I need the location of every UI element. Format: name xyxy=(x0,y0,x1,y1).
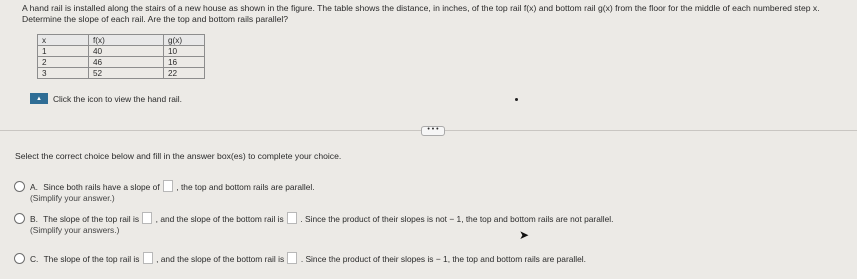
choice-text: The slope of the top rail is xyxy=(43,214,140,224)
table-header: g(x) xyxy=(164,35,205,46)
choice-letter: B. xyxy=(30,214,38,224)
choice-c[interactable] xyxy=(30,252,586,265)
answer-box[interactable] xyxy=(287,252,297,264)
answer-box[interactable] xyxy=(163,180,173,192)
table-header: x xyxy=(38,35,89,46)
expand-button[interactable]: • • • xyxy=(421,126,445,136)
simplify-note: (Simplify your answer.) xyxy=(30,193,115,203)
table-cell: 40 xyxy=(89,46,164,57)
choice-a[interactable] xyxy=(30,180,315,204)
answer-box[interactable] xyxy=(143,252,153,264)
choice-letter: A. xyxy=(30,182,38,192)
table-cell: 16 xyxy=(164,57,205,68)
table-header-row xyxy=(38,35,205,46)
answer-box[interactable] xyxy=(142,212,152,224)
table-row xyxy=(38,68,205,79)
choice-letter: C. xyxy=(30,254,39,264)
choice-text: . Since the product of their slopes is − 1, the top and bottom rails are parallel. xyxy=(300,254,586,264)
instruction-text: Select the correct choice below and fill in the answer box(es) to complete your choice. xyxy=(15,151,342,161)
table-cell: 10 xyxy=(164,46,205,57)
table-cell: 46 xyxy=(89,57,164,68)
table-cell: 1 xyxy=(38,46,89,57)
simplify-note: (Simplify your answers.) xyxy=(30,225,120,235)
table-cell: 22 xyxy=(164,68,205,79)
radio-a[interactable] xyxy=(14,181,25,192)
mouse-cursor-icon: ➤ xyxy=(519,228,530,242)
choice-text: Since both rails have a slope of xyxy=(43,182,160,192)
radio-b[interactable] xyxy=(14,213,25,224)
table-cell: 52 xyxy=(89,68,164,79)
hint-text: Click the icon to view the hand rail. xyxy=(53,93,182,104)
table-row xyxy=(38,46,205,57)
table-row xyxy=(38,57,205,68)
choice-text: . Since the product of their slopes is not − 1, the top and bottom rails are not parallel. xyxy=(300,214,614,224)
table-cell: 3 xyxy=(38,68,89,79)
radio-c[interactable] xyxy=(14,253,25,264)
data-table xyxy=(37,34,205,79)
choice-text: The slope of the top rail is xyxy=(43,254,140,264)
problem-statement: A hand rail is installed along the stairs of a new house as shown in the figure. The table shows the distance, in inches, of the top rail f(x) and bottom rail g(x) from the floor for the middle of each numbered step x. Determine the slope of each rail. Are the top and bottom rails parallel? xyxy=(22,3,820,24)
choice-text: , the top and bottom rails are parallel. xyxy=(176,182,315,192)
table-header: f(x) xyxy=(89,35,164,46)
dot-mark xyxy=(515,98,518,101)
image-icon[interactable]: ▲ xyxy=(30,93,48,104)
hint-row xyxy=(30,93,182,104)
choice-text: , and the slope of the bottom rail is xyxy=(155,214,284,224)
choice-text: , and the slope of the bottom rail is xyxy=(156,254,285,264)
table-cell: 2 xyxy=(38,57,89,68)
answer-box[interactable] xyxy=(287,212,297,224)
